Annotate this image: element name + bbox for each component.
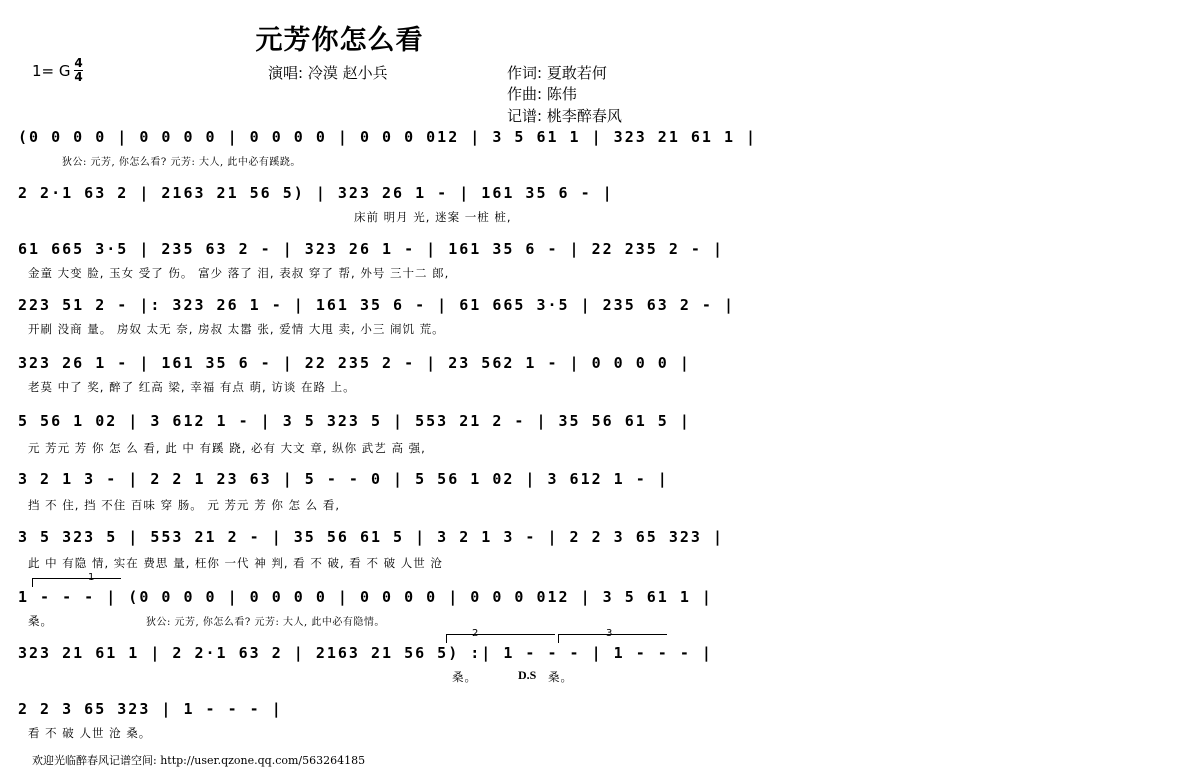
footer-credit: 欢迎光临醉春风记谱空间: http://user.qzone.qq.com/563264185: [32, 754, 366, 767]
lyricist: 作词: 夏敢若何: [507, 64, 607, 82]
score-row-11: 2 2 3 65 323 | 1 - - - |: [18, 700, 283, 718]
lyric-line-10-b: 桑。: [548, 670, 573, 684]
composer: 作曲: 陈伟: [507, 85, 577, 103]
score-row-3: 61 665 3·5 | 235 63 2 - | 323 26 1 - | 161 35 6 - | 22 235 2 - |: [18, 240, 724, 258]
volta-number-3: 3: [606, 628, 613, 639]
lyric-line-6: 元 芳元 芳 你 怎 么 看, 此 中 有蹊 跷, 必有 大文 章, 纵你 武艺 高 强,: [28, 441, 426, 455]
spoken-line-1: 狄公: 元芳, 你怎么看? 元芳: 大人, 此中必有蹊跷。: [62, 157, 301, 168]
lyric-line-2: 床前 明月 光, 迷案 一桩 桩,: [354, 210, 512, 224]
volta-number-2: 2: [472, 628, 479, 639]
score-row-7: 3 2 1 3 - | 2 2 1 23 63 | 5 - - 0 | 5 56 1 02 | 3 612 1 - |: [18, 470, 669, 488]
lyric-line-7: 挡 不 住, 挡 不住 百味 穿 肠。 元 芳元 芳 你 怎 么 看,: [28, 498, 340, 512]
lyric-line-3: 金童 大变 脸, 玉女 受了 伤。 富少 落了 泪, 表叔 穿了 帮, 外号 三十二 郎,: [28, 266, 450, 280]
score-row-8: 3 5 323 5 | 553 21 2 - | 35 56 61 5 | 3 2 1 3 - | 2 2 3 65 323 |: [18, 528, 724, 546]
time-signature-top: 4: [74, 56, 83, 70]
score-row-10: 323 21 61 1 | 2 2·1 63 2 | 2163 21 56 5) :| 1 - - - | 1 - - - |: [18, 644, 713, 662]
time-signature-bottom: 4: [74, 70, 83, 84]
score-row-9: 1 - - - | (0 0 0 0 | 0 0 0 0 | 0 0 0 0 | 0 0 0 012 | 3 5 61 1 |: [18, 588, 713, 606]
singers: 演唱: 冷漠 赵小兵: [268, 64, 388, 82]
lyric-line-11: 看 不 破 人世 沧 桑。: [28, 726, 152, 740]
volta-bracket-1: [32, 578, 121, 587]
lyric-line-8: 此 中 有隐 情, 实在 费思 量, 枉你 一代 神 判, 看 不 破, 看 不 破 人世 沧: [28, 556, 443, 570]
spoken-line-2: 狄公: 元芳, 你怎么看? 元芳: 大人, 此中必有隐情。: [146, 617, 385, 628]
lyric-line-4: 开刷 没商 量。 房奴 太无 奈, 房叔 太嚣 张, 爱情 大甩 卖, 小三 闹饥 荒。: [28, 322, 445, 336]
transcriber: 记谱: 桃李醉春风: [507, 107, 622, 125]
score-row-1: (0 0 0 0 | 0 0 0 0 | 0 0 0 0 | 0 0 0 012 | 3 5 61 1 | 323 21 61 1 |: [18, 128, 758, 146]
dal-segno-mark: D.S: [518, 668, 537, 682]
score-row-4: 223 51 2 - |: 323 26 1 - | 161 35 6 - | 61 665 3·5 | 235 63 2 - |: [18, 296, 735, 314]
time-signature: [74, 58, 83, 83]
score-row-2: 2 2·1 63 2 | 2163 21 56 5) | 323 26 1 - | 161 35 6 - |: [18, 184, 614, 202]
song-title: 元芳你怎么看: [255, 25, 424, 56]
lyric-line-5: 老莫 中了 奖, 醉了 红高 梁, 幸福 有点 萌, 访谈 在路 上。: [28, 380, 356, 394]
lyric-line-9: 桑。: [28, 614, 53, 628]
key-signature: 1= G: [32, 62, 71, 80]
volta-bracket-2: [446, 634, 555, 643]
volta-bracket-3: [558, 634, 667, 643]
score-row-5: 323 26 1 - | 161 35 6 - | 22 235 2 - | 23 562 1 - | 0 0 0 0 |: [18, 354, 691, 372]
volta-number-1: 1: [88, 572, 95, 583]
score-row-6: 5 56 1 02 | 3 612 1 - | 3 5 323 5 | 553 21 2 - | 35 56 61 5 |: [18, 412, 691, 430]
lyric-line-10-a: 桑。: [452, 670, 477, 684]
